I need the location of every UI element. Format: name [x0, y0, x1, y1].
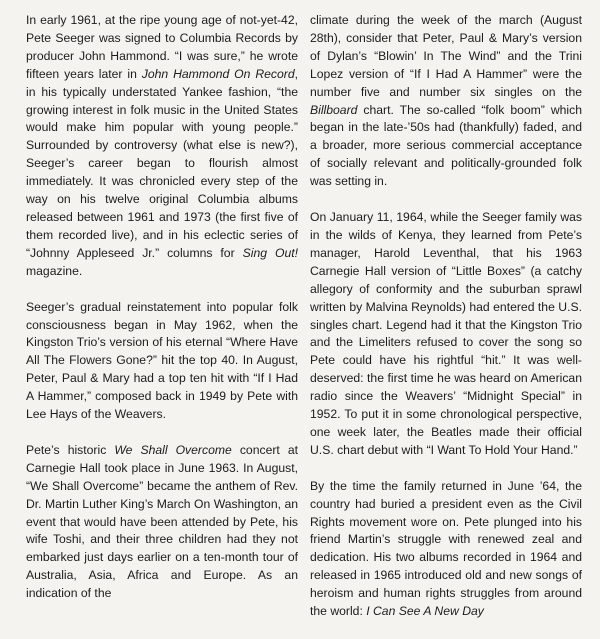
paragraph-civil-rights [310, 478, 582, 621]
italic-title: John Hammond On Record [141, 66, 295, 81]
text-run: chart. The so-called “folk boom” which began in the late-’50s had (thankfully) faded, and a broader, more serious commercial acceptance of socially relevant and politically-grounded folk was setting in. [310, 102, 582, 189]
text-run: On January 11, 1964, while the Seeger family was in the wilds of Kenya, they learned from Pete’s manager, Harold Leventhal, that his 1963 Carnegie Hall version of “Little Boxes” (a catchy allegory of conformity and the suburban sprawl written by Malvina Reynolds) had entered the U.S. singles chart. Legend had it that the Kingston Trio and the Limeliters refused to cover the song so Pete could have his rightful “hit.” It was well-deserved: the first time he was heard on American radio since the Weavers’ “Midnight Special” in 1952. To put it in some chronological perspective, one week later, the Beatles made their official U.S. chart debut with “I Want To Hold Your Hand.” [310, 210, 582, 457]
italic-title: I Can See A New Day [366, 604, 484, 619]
italic-title: Sing Out! [242, 245, 298, 260]
text-run: concert at Carnegie Hall took place in June 1963. In August, “We Shall Overcome” became the anthem of Rev. Dr. Martin Luther King’s March On Washington, an event that would have been attended by Pete, his wife Toshi, and their three children had they not embarked just days earlier on a ten-month tour of Australia, Asia, Africa and Europe. As an indication of the [26, 442, 299, 601]
text-run: magazine. [26, 263, 83, 278]
text-run: Pete’s historic [26, 442, 115, 457]
paragraph-folk-reinstatement [26, 299, 298, 424]
left-column [26, 12, 298, 621]
paragraph-carnegie-hall [26, 442, 298, 603]
paragraph-columbia-signing [26, 12, 298, 281]
paragraph-little-boxes [310, 209, 582, 460]
text-run: climate during the week of the march (August 28th), consider that Peter, Paul & Mary’s version of Dylan’s “Blowin’ In The Wind” and the Trini Lopez version of “If I Had A Hammer” were the number five and number six singles on the [310, 13, 582, 99]
text-run: In early 1961, at the ripe young age of not-yet-42, Pete Seeger was signed to Columbia Records by producer John Hammond. “I was sure,” he wrote fifteen years later in [26, 13, 298, 81]
paragraph-march-climate [310, 12, 582, 191]
right-column [310, 12, 582, 639]
text-run: , in his typically understated Yankee fashion, “the growing interest in folk music in the United States would make him popular with young people.” Surrounded by controversy (what else is new?), Seeger’s career began to flourish almost immediately. It was chronicled every step of the way on his twelve original Columbia albums released between 1961 and 1973 (the first five of them recorded live), and in his eclectic series of “Johnny Appleseed Jr.” columns for [26, 66, 298, 260]
italic-title: Billboard [310, 102, 358, 117]
italic-title: We Shall Overcome [114, 442, 232, 457]
text-run: Seeger’s gradual reinstatement into popular folk consciousness began in May 1962, when the Kingston Trio’s version of his eternal “Where Have All The Flowers Gone?” hit the top 40. In August, Peter, Paul & Mary had a top ten hit with “If I Had A Hammer,” composed back in 1949 by Pete with Lee Hays of the Weavers. [26, 299, 298, 422]
text-run: By the time the family returned in June ’64, the country had buried a president even as the Civil Rights movement wore on. Pete plunged into his friend Martin’s struggle with renewed zeal and dedication. His two albums recorded in 1964 and released in 1965 introduced old and new songs of heroism and human rights struggles from around the world: [310, 478, 582, 619]
